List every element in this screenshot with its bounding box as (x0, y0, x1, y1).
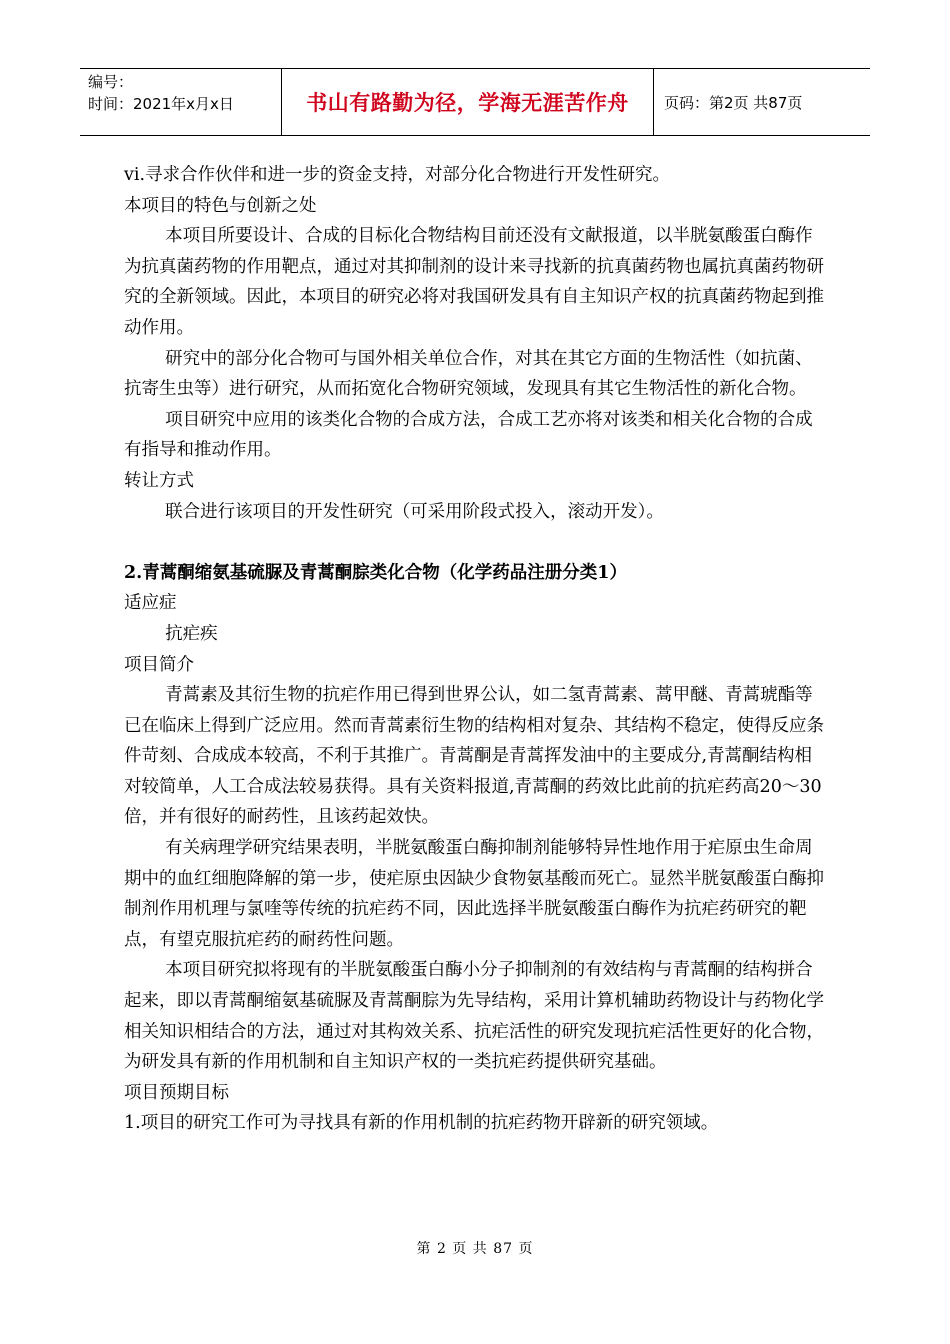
section-heading-intro: 项目简介 (124, 654, 194, 675)
header-motto: 书山有路勤为径，学海无涯苦作舟 (306, 91, 629, 115)
document-date: 时间：2021年x月x日 (88, 95, 234, 113)
paragraph-transfer: 联合进行该项目的开发性研究（可采用阶段式投入，滚动开发）。 (165, 501, 664, 522)
section-heading-goals: 项目预期目标 (124, 1082, 229, 1103)
spacer (124, 527, 826, 558)
paragraph-intro-3: 本项目研究拟将现有的半胱氨酸蛋白酶小分子抑制剂的有效结构与青蒿酮的结构拼合起来，即以青蒿酮缩氨基硫脲及青蒿酮腙为先导结构，采用计算机辅助药物设计与药物化学相关知识相结合的方法，通过对其构效关系、抗疟活性的研究发现抗疟活性更好的化合物，为研发具有新的作用机制和自主知识产权的一类抗疟药提供研究基础。 (124, 960, 824, 1073)
paragraph-features-2: 研究中的部分化合物可与国外相关单位合作，对其在其它方面的生物活性（如抗菌、抗寄生虫等）进行研究，从而拓宽化合物研究领域，发现具有其它生物活性的新化合物。 (124, 348, 813, 400)
paragraph-intro-1: 青蒿素及其衍生物的抗疟作用已得到世界公认，如二氢青蒿素、蒿甲醚、青蒿琥酯等已在临床上得到广泛应用。然而青蒿素衍生物的结构相对复杂、其结构不稳定，使得反应条件苛刻、合成成本较高，不利于其推广。青蒿酮是青蒿挥发油中的主要成分,青蒿酮结构相对较简单，人工合成法较易获得。具有关资料报道,青蒿酮的药效比此前的抗疟药高20～30倍，并有很好的耐药性，且该药起效快。 (124, 685, 824, 828)
paragraph-goal-1: 1.项目的研究工作可为寻找具有新的作用机制的抗疟药物开辟新的研究领域。 (124, 1113, 719, 1134)
header-motto-cell (282, 69, 654, 135)
paragraph-features-1: 本项目所要设计、合成的目标化合物结构目前还没有文献报道，以半胱氨酸蛋白酶作为抗真菌药物的作用靶点，通过对其抑制剂的设计来寻找新的抗真菌药物也属抗真菌药物研究的全新领域。因此，本项目的研究必将对我国研发具有自主知识产权的抗真菌药物起到推动作用。 (124, 226, 824, 338)
document-number-label: 编号： (88, 73, 134, 91)
paragraph-features-3: 项目研究中应用的该类化合物的合成方法，合成工艺亦将对该类和相关化合物的合成有指导和推动作用。 (124, 409, 813, 461)
project-title-2: 2.青蒿酮缩氨基硫脲及青蒿酮腙类化合物（化学药品注册分类1） (124, 562, 627, 583)
paragraph-intro-2: 有关病理学研究结果表明，半胱氨酸蛋白酶抑制剂能够特异性地作用于疟原虫生命周期中的血红细胞降解的第一步，使疟原虫因缺少食物氨基酸而死亡。显然半胱氨酸蛋白酶抑制剂作用机理与氯喹等传统的抗疟药不同，因此选择半胱氨酸蛋白酶作为抗疟药研究的靶点，有望克服抗疟药的耐药性问题。 (124, 838, 824, 950)
header-page-info: 页码：第2页 共87页 (664, 93, 803, 112)
paragraph-indication: 抗疟疾 (165, 623, 218, 644)
header-meta (80, 69, 282, 135)
section-heading-features: 本项目的特色与创新之处 (124, 195, 317, 216)
page-footer: 第 2 页 共 87 页 (416, 1241, 534, 1257)
page-header (80, 68, 870, 136)
paragraph-vi: vi.寻求合作伙伴和进一步的资金支持，对部分化合物进行开发性研究。 (124, 165, 671, 185)
document-body (124, 160, 826, 1139)
section-heading-indication: 适应症 (124, 593, 177, 614)
section-heading-transfer: 转让方式 (124, 470, 194, 491)
